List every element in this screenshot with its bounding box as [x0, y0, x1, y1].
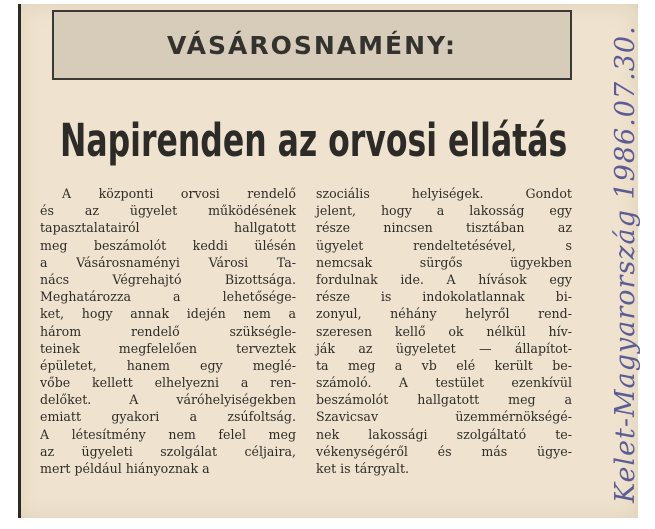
article-column-right [316, 185, 572, 477]
article-text-line: épületet, hanem egy meglé- [40, 357, 296, 373]
article-text-line: része nincsen tisztában az [316, 220, 572, 236]
article-text-line: zonyul, néhány helyről rend- [316, 306, 572, 322]
article-text-line: mert például hiányoznak a [40, 461, 210, 476]
section-header: VÁSÁROSNAMÉNY: [167, 31, 457, 60]
article-text-line: vőbe kellett elhelyezni a ren- [40, 375, 296, 391]
article-text-line: nek lakossági szolgáltató te- [316, 426, 572, 442]
article-text-line: emiatt gyakori a zsúfoltság. [40, 409, 296, 425]
handwritten-source-note: Kelet-Magyarország 1986.07.30. [610, 25, 641, 503]
article-text-line: ket is tárgyalt. [316, 461, 410, 476]
article-text-line: ket, hogy annak idején nem a [40, 306, 296, 322]
article-text-line: a Vásárosnaményi Városi Ta- [40, 254, 296, 270]
article-text-line: ta meg a vb elé került be- [316, 357, 572, 373]
article-text-line: számoló. A testület ezenkívül [316, 375, 572, 391]
article-text-line: teinek megfelelően terveztek [40, 340, 296, 356]
article-text-line: három rendelő szükségle- [40, 323, 296, 339]
article-text-line: szociális helyiségek. Gondot [316, 186, 572, 201]
article-text-line: vékenységéről és más ügye- [316, 443, 572, 459]
section-header-box [52, 10, 572, 80]
article-text-line: delőket. A váróhelyiségekben [40, 392, 296, 408]
article-text-line: ják az ügyeletet — állapítot- [316, 340, 572, 356]
article-text-line: beszámolót hallgatott meg a [316, 392, 572, 408]
article-text-line: A központi orvosi rendelő [62, 186, 296, 201]
article-text-line: az ügyeleti szolgálat céljaira, [40, 443, 296, 459]
article-text-line: része is indokolatlannak bi- [316, 289, 572, 305]
article-text-line: jelent, hogy a lakosság egy [316, 203, 572, 219]
article-text-line: és az ügyelet működésének [40, 203, 296, 219]
article-text-line: Meghatározza a lehetősége- [40, 289, 296, 305]
article-text-line: meg beszámolót keddi ülésén [40, 237, 296, 253]
article-text-line: ügyelet rendeltetésével, s [316, 237, 572, 253]
clipping-edge [18, 4, 21, 518]
article-headline: Napirenden az orvosi ellátás [60, 114, 568, 167]
article-column-left [40, 185, 296, 477]
article-text-line: fordulnak ide. A hívások egy [316, 271, 572, 287]
article-text-line: A létesítmény nem felel meg [40, 426, 296, 442]
article-text-line: tapasztalatairól hallgatott [40, 220, 296, 236]
article-text-line: nemcsak sürgős ügyekben [316, 254, 572, 270]
article-text-line: szeresen kellő ok nélkül hív- [316, 323, 572, 339]
article-text-line: nács Végrehajtó Bizottsága. [40, 271, 296, 287]
article-text-line: Szavicsav üzemmérnökségé- [316, 409, 572, 425]
